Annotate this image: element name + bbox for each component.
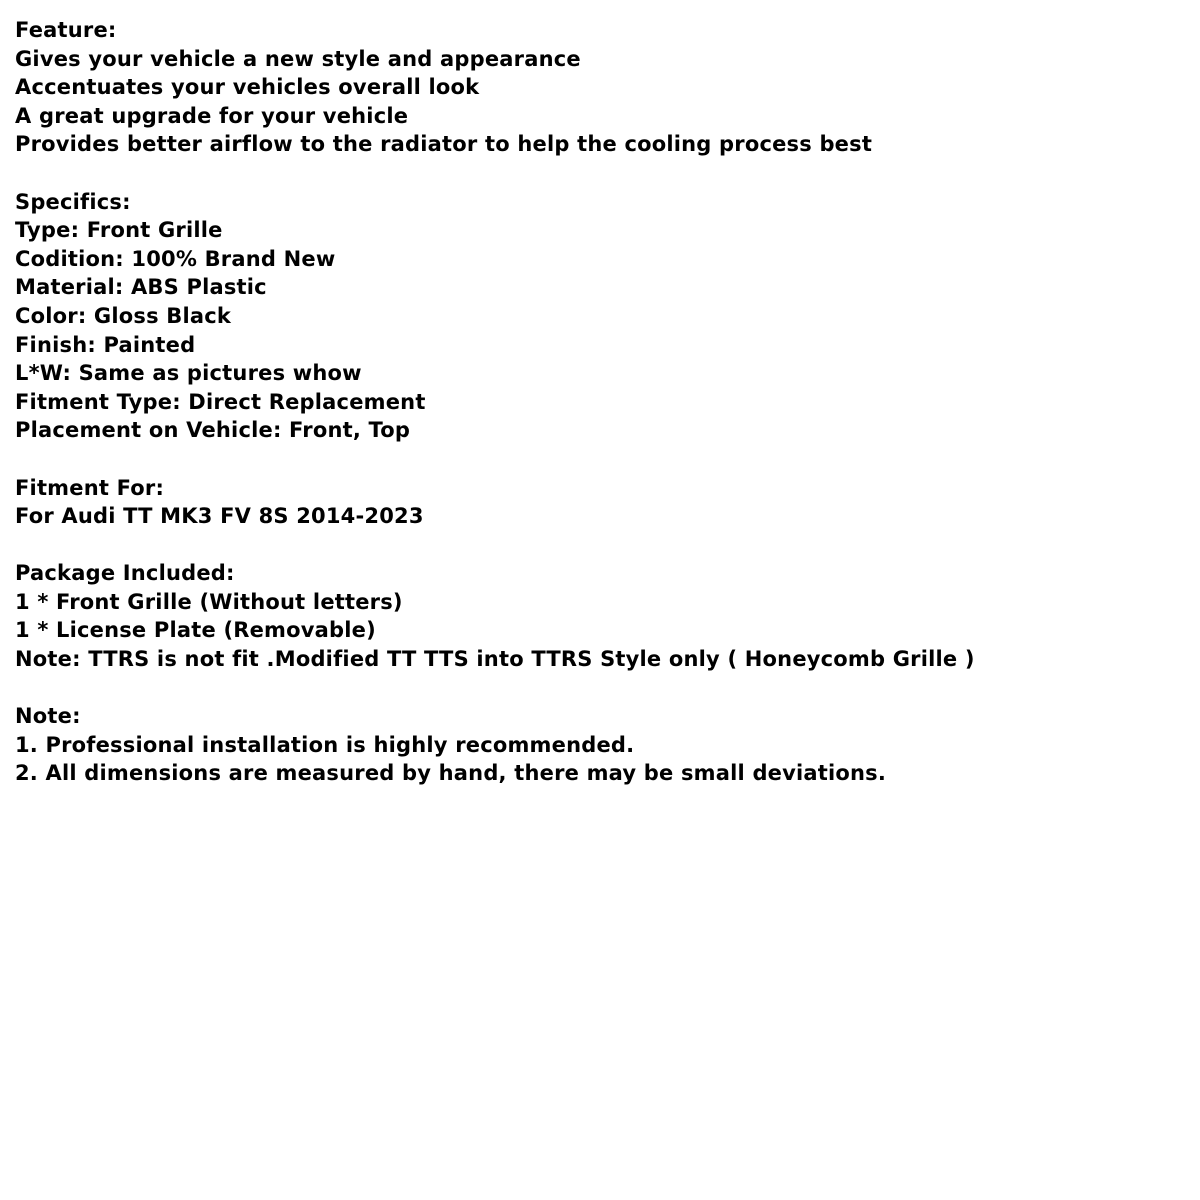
feature-line: Gives your vehicle a new style and appearance	[15, 46, 581, 71]
section-heading-note: Note:	[15, 704, 81, 729]
feature-line: Accentuates your vehicles overall look	[15, 75, 480, 100]
section-heading-feature: Feature:	[15, 18, 117, 42]
spec-line-fitment-type: Fitment Type: Direct Replacement	[15, 389, 426, 414]
note-line: 2. All dimensions are measured by hand, there may be small deviations.	[15, 761, 887, 786]
section-heading-fitment: Fitment For:	[15, 475, 165, 500]
fitment-section	[15, 474, 1185, 531]
product-description	[15, 16, 1185, 817]
package-item: 1 * Front Grille (Without letters)	[15, 589, 403, 614]
note-section	[15, 702, 1185, 788]
feature-line: Provides better airflow to the radiator to help the cooling process best	[15, 132, 873, 157]
section-heading-package: Package Included:	[15, 561, 235, 586]
feature-line: A great upgrade for your vehicle	[15, 103, 409, 128]
package-note: Note: TTRS is not fit .Modified TT TTS into TTRS Style only ( Honeycomb Grille )	[15, 647, 975, 672]
spec-line-type: Type: Front Grille	[15, 218, 223, 243]
spec-line-color: Color: Gloss Black	[15, 303, 232, 328]
spec-line-condition: Codition: 100% Brand New	[15, 246, 336, 271]
note-line: 1. Professional installation is highly recommended.	[15, 732, 635, 757]
fitment-line: For Audi TT MK3 FV 8S 2014-2023	[15, 504, 424, 529]
feature-section	[15, 16, 1185, 159]
spec-line-dimensions: L*W: Same as pictures whow	[15, 361, 362, 386]
spec-line-finish: Finish: Painted	[15, 332, 196, 357]
specifics-section	[15, 188, 1185, 445]
package-item: 1 * License Plate (Removable)	[15, 618, 376, 643]
spec-line-placement: Placement on Vehicle: Front, Top	[15, 418, 411, 443]
section-heading-specifics: Specifics:	[15, 189, 131, 214]
package-section	[15, 559, 1185, 673]
spec-line-material: Material: ABS Plastic	[15, 275, 267, 300]
